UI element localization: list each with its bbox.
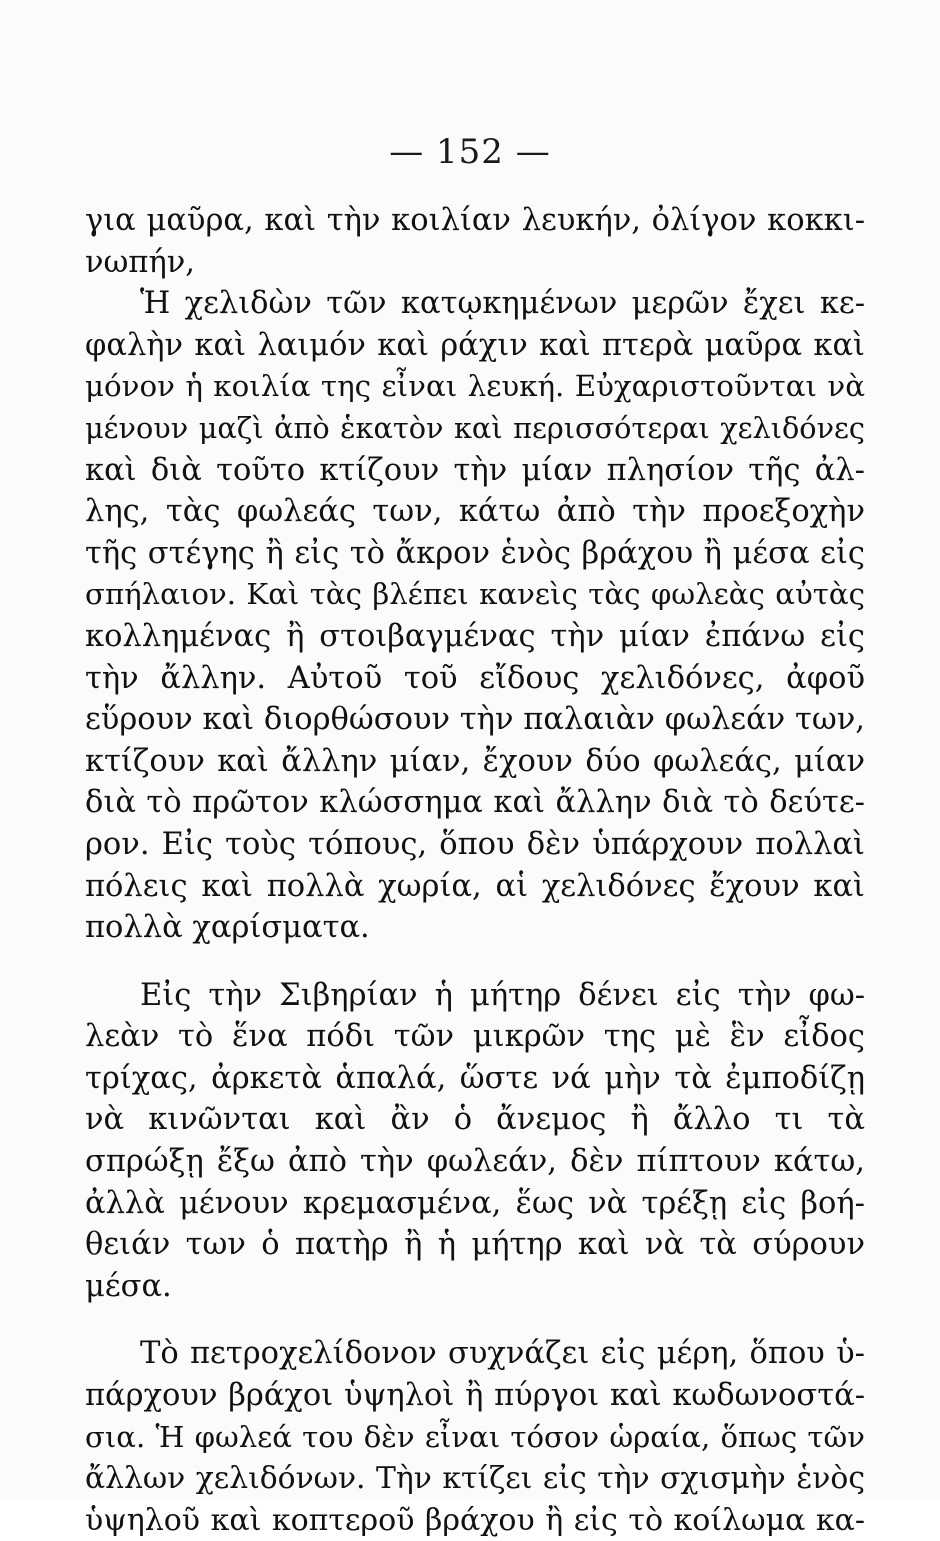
text-line: μένουν μαζὶ ἀπὸ ἑκατὸν καὶ περισσότεραι χελιδόνες: [85, 410, 865, 445]
text-line: εὕρουν καὶ διορθώσουν τὴν παλαιὰν φωλεάν των,: [85, 702, 865, 738]
text-line: ὑψηλοῦ καὶ κοπτεροῦ βράχου ἢ εἰς τὸ κοίλωμα κα-: [85, 1502, 865, 1538]
text-line: διὰ τὸ πρῶτον κλώσσημα καὶ ἄλλην διὰ τὸ δεύτε-: [85, 785, 865, 821]
text-line: πόλεις καὶ πολλὰ χωρία, αἱ χελιδόνες ἔχουν καὶ: [85, 868, 865, 904]
body-text: [85, 200, 865, 1541]
text-line: τρίχας, ἀρκετὰ ἁπαλά, ὥστε νά μὴν τὰ ἐμποδίζῃ: [85, 1060, 865, 1096]
text-line: νὰ κινῶνται καὶ ἂν ὁ ἄνεμος ἢ ἄλλο τι τὰ: [85, 1102, 865, 1138]
page-number: — 152 —: [389, 132, 551, 172]
text-line: Τὸ πετροχελίδονον συχνάζει εἰς μέρη, ὅπου ὑ-: [140, 1336, 865, 1372]
text-line: θειάν των ὁ πατὴρ ἢ ἡ μήτηρ καὶ νὰ τὰ σύρουν: [85, 1227, 865, 1263]
text-line: μόνον ἡ κοιλία της εἶναι λευκή. Εὐχαριστοῦνται νὰ: [85, 369, 865, 404]
text-line: μέσα.: [85, 1268, 172, 1304]
paragraph: [85, 200, 865, 283]
text-line: ἄλλων χελιδόνων. Τὴν κτίζει εἰς τὴν σχισμὴν ἑνὸς: [85, 1461, 865, 1497]
text-line: σπρώξῃ ἔξω ἀπὸ τὴν φωλεάν, δὲν πίπτουν κάτω,: [85, 1144, 865, 1180]
text-line: κτίζουν καὶ ἄλλην μίαν, ἔχουν δύο φωλεάς, μίαν: [85, 743, 865, 779]
text-line: ρον. Εἰς τοὺς τόπους, ὅπου δὲν ὑπάρχουν πολλαὶ: [85, 826, 865, 862]
text-line: ἀλλὰ μένουν κρεμασμένα, ἕως νὰ τρέξῃ εἰς βοή-: [85, 1185, 865, 1221]
paragraph: [85, 975, 865, 1308]
text-line: Εἰς τὴν Σιβηρίαν ἡ μήτηρ δένει εἰς τὴν φω-: [140, 977, 865, 1013]
text-line: λης, τὰς φωλεάς των, κάτω ἀπὸ τὴν προεξοχὴν: [85, 494, 865, 530]
text-line: τὴν ἄλλην. Αὐτοῦ τοῦ εἴδους χελιδόνες, ἀφοῦ: [85, 660, 865, 696]
text-line: φαλὴν καὶ λαιμόν καὶ ράχιν καὶ πτερὰ μαῦρα καὶ: [85, 327, 865, 363]
text-line: σια. Ἡ φωλεά του δὲν εἶναι τόσον ὡραία, ὅπως τῶν: [85, 1419, 865, 1454]
text-line: κολλημένας ἢ στοιβαγμένας τὴν μίαν ἐπάνω εἰς: [85, 618, 865, 654]
paragraph: [85, 1333, 865, 1541]
paragraph-spacer: [85, 1307, 865, 1333]
paragraph: [85, 283, 865, 949]
text-line: πάρχουν βράχοι ὑψηλοὶ ἢ πύργοι καὶ κωδωνοστά-: [85, 1378, 865, 1414]
text-line: για μαῦρα, καὶ τὴν κοιλίαν λευκήν, ὀλίγον κοκκι-: [85, 203, 865, 238]
text-line: σπήλαιον. Καὶ τὰς βλέπει κανεὶς τὰς φωλεὰς αὐτὰς: [85, 577, 865, 612]
text-line: καὶ διὰ τοῦτο κτίζουν τὴν μίαν πλησίον τῆς ἀλ-: [85, 452, 865, 488]
text-line: λεὰν τὸ ἕνα πόδι τῶν μικρῶν της μὲ ἓν εἶδος: [85, 1019, 865, 1055]
text-line: Ἡ χελιδὼν τῶν κατῳκημένων μερῶν ἔχει κε-: [140, 286, 865, 322]
paragraph-spacer: [85, 949, 865, 975]
text-line: νωπήν,: [85, 244, 195, 280]
text-line: πολλὰ χαρίσματα.: [85, 910, 370, 946]
text-line: τῆς στέγης ἢ εἰς τὸ ἄκρον ἑνὸς βράχου ἢ μέσα εἰς: [85, 535, 865, 571]
